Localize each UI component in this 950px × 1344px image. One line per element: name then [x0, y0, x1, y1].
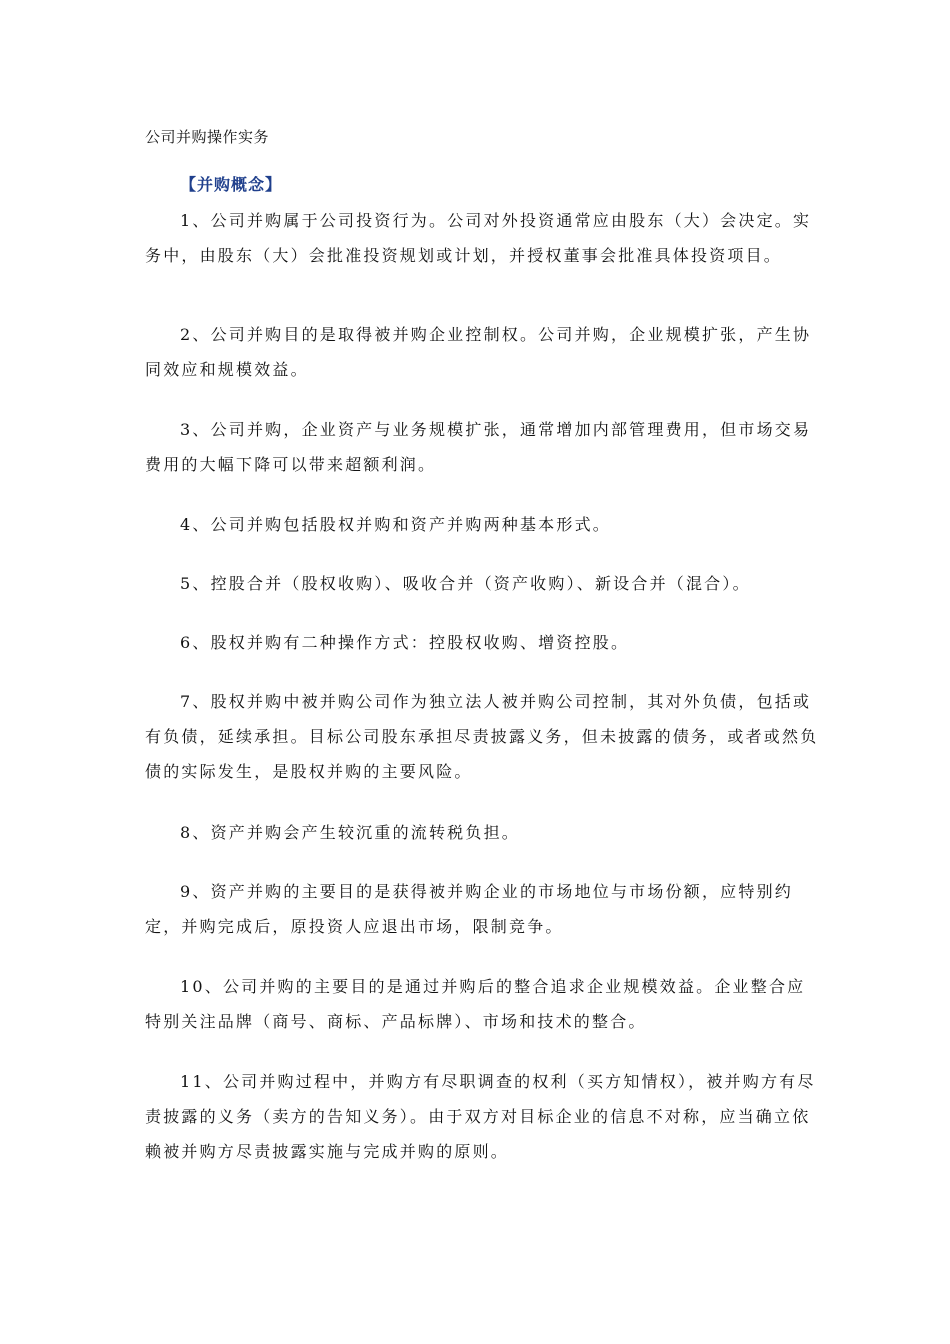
section-heading: 【并购概念】 [180, 175, 283, 194]
paragraph-7: 7、股权并购中被并购公司作为独立法人被并购公司控制，其对外负债，包括或有负债，延续承担。目标公司股东承担尽责披露义务，但未披露的债务，或者或然负债的实际发生，是股权并购的主要风险。 [145, 692, 819, 781]
paragraph-8: 8、资产并购会产生较沉重的流转税负担。 [180, 823, 520, 842]
document-title: 公司并购操作实务 [145, 128, 270, 146]
paragraph-9: 9、资产并购的主要目的是获得被并购企业的市场地位与市场份额，应特别约定，并购完成后，原投资人应退出市场，限制竞争。 [145, 882, 793, 936]
paragraph-2: 2、公司并购目的是取得被并购企业控制权。公司并购，企业规模扩张，产生协同效应和规模效益。 [145, 325, 812, 379]
paragraph-1: 1、公司并购属于公司投资行为。公司对外投资通常应由股东（大）会决定。实务中，由股东（大）会批准投资规划或计划，并授权董事会批准具体投资项目。 [145, 211, 812, 265]
paragraph-6: 6、股权并购有二种操作方式：控股权收购、增资控股。 [180, 633, 630, 652]
paragraph-10: 10、公司并购的主要目的是通过并购后的整合追求企业规模效益。企业整合应特别关注品牌（商号、商标、产品标牌）、市场和技术的整合。 [145, 977, 806, 1031]
paragraph-4: 4、公司并购包括股权并购和资产并购两种基本形式。 [180, 515, 611, 534]
paragraph-3: 3、公司并购，企业资产与业务规模扩张，通常增加内部管理费用，但市场交易费用的大幅下降可以带来超额利润。 [145, 420, 812, 474]
paragraph-5: 5、控股合并（股权收购）、吸收合并（资产收购）、新设合并（混合）。 [180, 574, 751, 593]
paragraph-11: 11、公司并购过程中，并购方有尽职调查的权利（买方知情权），被并购方有尽责披露的义务（卖方的告知义务）。由于双方对目标企业的信息不对称，应当确立依赖被并购方尽责披露实施与完成并购的原则。 [145, 1072, 816, 1161]
